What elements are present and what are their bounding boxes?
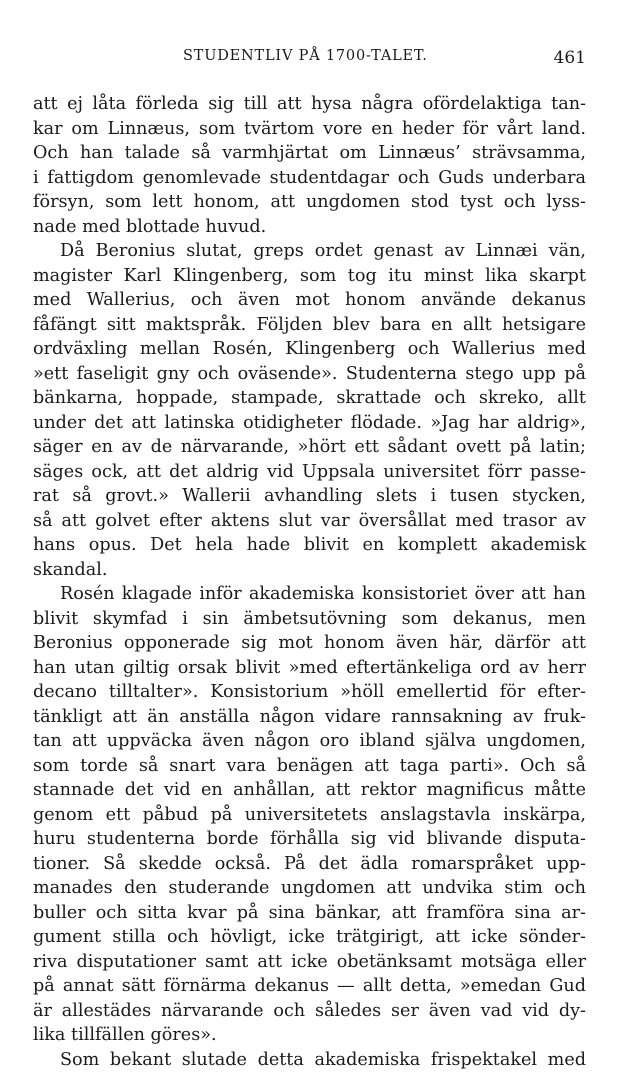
text-line: magister Karl Klingenberg, som tog itu minst lika skarpt [33, 264, 586, 289]
text-line: han utan giltig orsak blivit »med eftertänkeliga ord av herr [33, 656, 586, 681]
text-line: bänkarna, hoppade, stampade, skrattade och skreko, allt [33, 386, 586, 411]
text-line: med Wallerius, och även mot honom använde dekanus [33, 288, 586, 313]
running-head [33, 48, 586, 72]
text-line: genom ett påbud på universitetets anslagstavla inskärpa, [33, 803, 586, 828]
text-line: skandal. [33, 558, 586, 583]
text-line: som torde så snart vara benägen att taga parti». Och så [33, 754, 586, 779]
text-line: nade med blottade huvud. [33, 215, 586, 240]
text-line: manades den studerande ungdomen att undvika stim och [33, 876, 586, 901]
text-line: är allestädes närvarande och således ser även vad vid dy- [33, 999, 586, 1024]
text-line: stannade det vid en anhållan, att rektor magnificus måtte [33, 778, 586, 803]
book-page [33, 48, 586, 1072]
text-line: decano tilltalter». Konsistorium »höll emellertid för efter- [33, 680, 586, 705]
text-line: på annat sätt förnärma dekanus — allt detta, »emedan Gud [33, 974, 586, 999]
text-line: ordväxling mellan Rosén, Klingenberg och Wallerius med [33, 337, 586, 362]
text-line: fåfängt sitt maktspråk. Följden blev bara en allt hetsigare [33, 313, 586, 338]
text-line: tan att uppväcka även någon oro ibland själva ungdomen, [33, 729, 586, 754]
page-number: 461 [554, 48, 586, 68]
text-line: tioner. Så skedde också. På det ädla romarspråket upp- [33, 852, 586, 877]
text-line: Och han talade så varmhjärtat om Linnæus’ strävsamma, [33, 141, 586, 166]
text-line: Då Beronius slutat, greps ordet genast av Linnæi vän, [33, 239, 586, 264]
text-line: hans opus. Det hela hade blivit en komplett akademisk [33, 533, 586, 558]
text-line: Som bekant slutade detta akademiska frispektakel med [33, 1048, 586, 1072]
text-line: gument stilla och hövligt, icke trätgirigt, att icke sönder- [33, 925, 586, 950]
text-line: att ej låta förleda sig till att hysa några ofördelaktiga tan- [33, 92, 586, 117]
text-line: under det att latinska otidigheter flödade. »Jag har aldrig», [33, 411, 586, 436]
body-text [33, 92, 586, 1072]
text-line: i fattigdom genomlevade studentdagar och Guds underbara [33, 166, 586, 191]
text-line: huru studenterna borde förhålla sig vid blivande disputa- [33, 827, 586, 852]
text-line: försyn, som lett honom, att ungdomen stod tyst och lyss- [33, 190, 586, 215]
text-line: rat så grovt.» Wallerii avhandling slets i tusen stycken, [33, 484, 586, 509]
text-line: riva disputationer samt att icke obetänksamt motsäga eller [33, 950, 586, 975]
text-line: så att golvet efter aktens slut var översållat med trasor av [33, 509, 586, 534]
text-line: »ett faseligit gny och oväsende». Studenterna stego upp på [33, 362, 586, 387]
text-line: säger en av de närvarande, »hört ett sådant ovett på latin; [33, 435, 586, 460]
text-line: blivit skymfad i sin ämbetsutövning som dekanus, men [33, 607, 586, 632]
text-line: tänkligt att än anställa någon vidare rannsakning av fruk- [33, 705, 586, 730]
running-title: STUDENTLIV PÅ 1700-TALET. [183, 48, 428, 64]
text-line: säges ock, att det aldrig vid Uppsala universitet förr passe- [33, 460, 586, 485]
text-line: lika tillfällen göres». [33, 1023, 586, 1048]
text-line: kar om Linnæus, som tvärtom vore en heder för vårt land. [33, 117, 586, 142]
text-line: buller och sitta kvar på sina bänkar, att framföra sina ar- [33, 901, 586, 926]
text-line: Rosén klagade inför akademiska konsistoriet över att han [33, 582, 586, 607]
text-line: Beronius opponerade sig mot honom även här, därför att [33, 631, 586, 656]
